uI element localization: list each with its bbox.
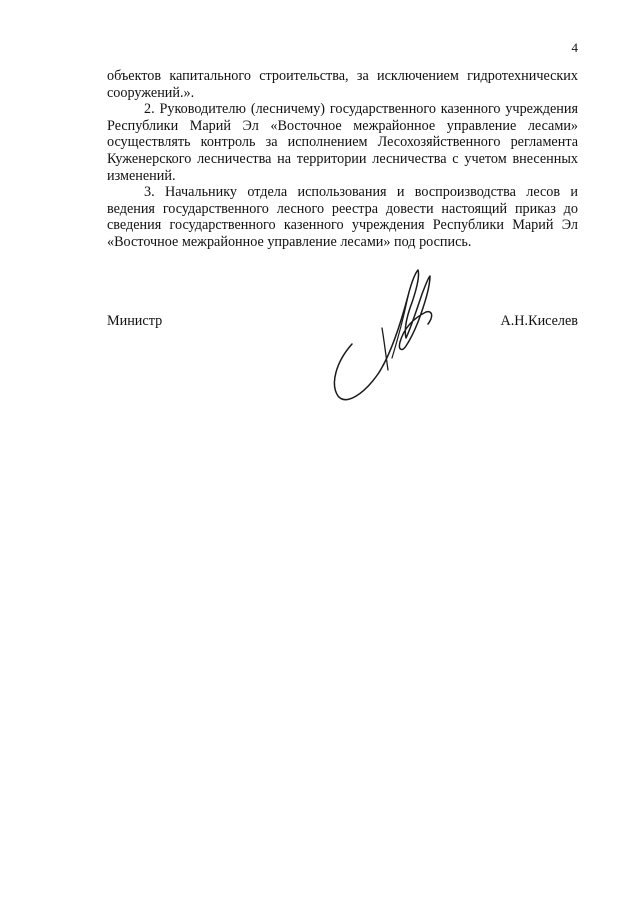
paragraph-item-3: 3. Начальнику отдела использования и воспроизводства лесов и ведения государственного лесного реестра довести настоящий приказ до сведения государственного казенного учреждения Республики Марий Эл «Восточное межрайонное управление лесами» под роспись. bbox=[107, 184, 578, 250]
paragraph-item-2: 2. Руководителю (лесничему) государственного казенного учреждения Республики Марий Эл «Восточное межрайонное управление лесами» осуществлять контроль за исполнением Лесохозяйственного регламента Куженерского лесничества на территории лесничества с учетом внесенных изменений. bbox=[107, 101, 578, 184]
page-number: 4 bbox=[571, 40, 578, 55]
signatory-title: Министр bbox=[107, 313, 163, 329]
signatory-name: А.Н.Киселев bbox=[500, 313, 578, 329]
handwritten-signature bbox=[322, 266, 442, 406]
document-body bbox=[107, 68, 578, 251]
paragraph-continuation: объектов капитального строительства, за исключением гидротехнических сооружений.». bbox=[107, 68, 578, 101]
